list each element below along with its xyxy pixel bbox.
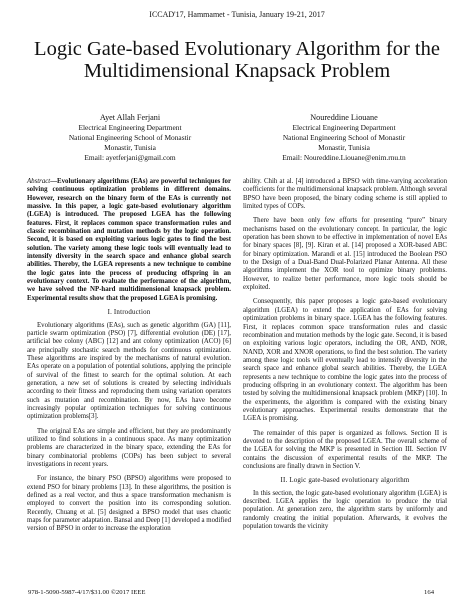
- abstract-text: —Evolutionary algorithms (EAs) are powerful techniques for solving continuous optimization problems in different domains. However, research on the binary form of the EAs is currently not massive. In this paper, a logic gate-based evolutionary algorithm (LGEA) is introduced. The proposed LGEA has the following features. First, it replaces common space transformation rules and classic recombination and mutation methods by the logic operation. Second, it is based on exploiting various logic gates to find the best solution. The variety among these logic tools will eventually lead to intensify diversity in the search space and enhance global search abilities. Thereby, the LGEA represents a new technique to combine the logic gates into the process of producing offspring in an evolutionary context. To evaluate the performance of the algorithm, we have solved the NP-hard multidimensional knapsack problem. Experimental results show that the proposed LGEA is promising.: [27, 178, 231, 302]
- intro-paragraph: For instance, the binary PSO (BPSO) algorithms were proposed to extend PSO for binary problems [13]. In these algorithms, the position is defined as a real vector, and thus a space transformation mechanism is employed to convert the position into its corresponding solution. Recently, Chuang et al. [5] designed a BPSO model that uses chaotic maps for parameter adaptation. Bansal and Deep [1] developed a modified version of BPSO in order to increase the exploration: [27, 475, 231, 533]
- author-dept: Electrical Engineering Department: [292, 123, 396, 132]
- paper-title: [20, 38, 454, 82]
- title-line-2: Multidimensional Knapsack Problem: [83, 60, 391, 82]
- footer-isbn: 978-1-5090-5987-4/17/$31.00 ©2017 IEEE: [28, 589, 146, 596]
- author-email: Email: Noureddine.Liouane@enim.rnu.tn: [282, 153, 406, 162]
- intro-paragraph: ability. Chih at al. [4] introduced a BPSO with time-varying acceleration coefficients for the multidimensional knapsack problem. Although several BPSO have been proposed, the binary coding scheme is still applied to limited types of COPs.: [243, 178, 447, 211]
- abstract: [27, 178, 231, 303]
- title-line-1: Logic Gate-based Evolutionary Algorithm for the: [34, 38, 440, 60]
- left-column: [27, 178, 231, 534]
- author-name: Noureddine Liouane: [310, 113, 378, 122]
- author-1: [30, 112, 230, 163]
- author-2: [244, 112, 444, 163]
- intro-paragraph: The original EAs are simple and efficient, but they are predominantly utilized to find solutions in a continuous space. As many optimization problems are characterized in the binary space, extending the EAs for binary combinatorial problems (COPs) has been subject to several investigations in recent years.: [27, 427, 231, 468]
- author-dept: Electrical Engineering Department: [78, 123, 182, 132]
- abstract-label: Abstract: [27, 178, 51, 185]
- page-number: 164: [424, 589, 435, 596]
- intro-paragraph: The remainder of this paper is organized as follows. Section II is devoted to the description of the proposed LGEA. The overall scheme of the LGEA for solving the MKP is presented in Section III. Section IV contains the discussion of experimental results of the MKP. The conclusions are finally drawn in Section V.: [243, 429, 447, 470]
- intro-paragraph: There have been only few efforts for presenting “pure” binary mechanisms based on the evolutionary concept. In particular, the logic operation has been shown to be effective in implementation of novel EAs for binary spaces [8], [9]. Kiran et al. [14] proposed a XOR-based ABC for binary optimization. Marandi et al. [15] introduced the Boolean PSO to the Design of a Dual-Band Dual-Polarized Planar Antenna. All these algorithms implement the XOR tool to optimize binary problems. However, to realize better performance, more logic tools should be exploited.: [243, 217, 447, 292]
- author-school: National Engineering School of Monastir: [282, 133, 406, 142]
- author-block: [30, 112, 444, 163]
- author-name: Ayet Allah Ferjani: [99, 113, 161, 122]
- right-column: [243, 178, 447, 531]
- section-heading-introduction: I. Introduction: [107, 309, 151, 317]
- intro-paragraph: Consequently, this paper proposes a logic gate-based evolutionary algorithm (LGEA) to extend the application of EAs for solving optimization problems in binary space. LGEA has the following features. First, it replaces common space transformation rules and classic recombination and mutation methods by the logic gate. Second, it is based on exploiting various logic operators, including the OR, AND, NOR, NAND, XOR and XNOR operations, to find the best solution. The variety among these logic tools will eventually lead to intensify diversity in the search space and enhance global search abilities. Thereby, the LGEA represents a new technique to combine the logic gates into the process of producing offspring in an evolutionary context. The algorithm has been tested by solving the multidimensional knapsack problem (MKP) [10]. In the experiments, the algorithm is compared with the existing binary evolutionary approaches. Experimental results demonstrate that the LGEA is promising.: [243, 298, 447, 423]
- author-city: Monastir, Tunisia: [318, 143, 370, 152]
- author-email: Email: ayetferjani@gmail.com: [84, 153, 176, 162]
- intro-paragraph: Evolutionary algorithms (EAs), such as genetic algorithm (GA) [11], particle swarm optimization (PSO) [7], differential evolution (DE) [17], artificial bee colony (ABC) [12] and ant colony optimization (ACO) [6] are principally stochastic search methods for continuous optimization. These algorithms are inspired by the mechanisms of natural evolution. EAs operate on a population of potential solutions, applying the principle of survival of the fittest to search for the optimal solution. At each generation, a new set of solutions is created by selecting individuals according to their fitness and reproducing them using variation operators such as mutation and recombination. By now, EAs have become increasingly popular optimization techniques for solving continuous optimization problems[3].: [27, 321, 231, 421]
- author-school: National Engineering School of Monastir: [68, 133, 192, 142]
- section-paragraph: In this section, the logic gate-based evolutionary algorithm (LGEA) is described. LGEA applies the logic operation to produce the trial population. At generation zero, the algorithm starts by uniformly and randomly creating the initial population. Afterwards, it evolves the population towards the vicinity: [243, 489, 447, 531]
- author-city: Monastir, Tunisia: [104, 143, 156, 152]
- section-heading-lgea: II. Logic gate-based evolutionary algorithm: [280, 477, 410, 485]
- conference-header: ICCAD'17, Hammamet - Tunisia, January 19-21, 2017: [149, 10, 325, 19]
